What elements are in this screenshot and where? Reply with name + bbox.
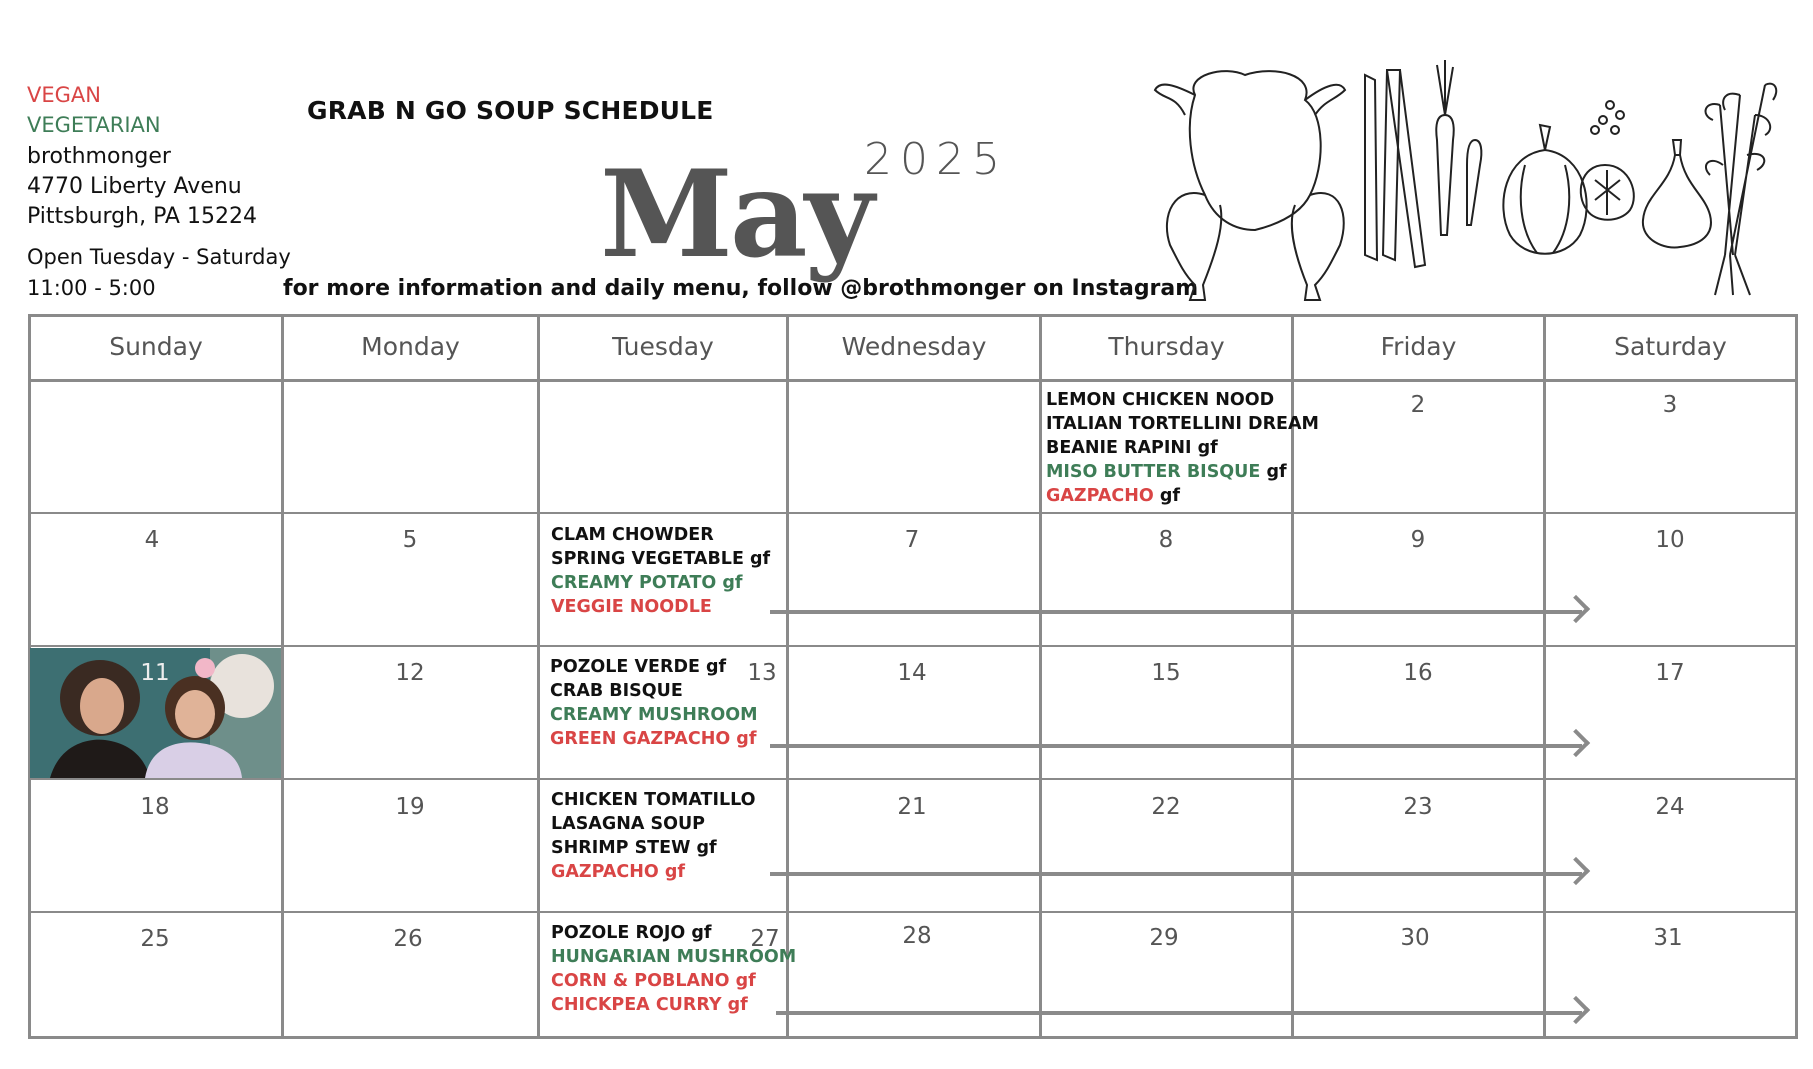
soup-item-vegetarian: CREAMY POTATO gf [551, 573, 743, 593]
soup-list-tuesday [551, 523, 770, 619]
date-number: 19 [395, 794, 425, 820]
day-header-monday: Monday [361, 332, 460, 361]
date-number: 12 [395, 660, 425, 686]
soup-item: CHICKEN TOMATILLO [551, 790, 756, 810]
date-number: 3 [1662, 392, 1678, 418]
diet-legend [27, 80, 161, 140]
soup-list-tuesday [550, 655, 758, 751]
onion-icon [1503, 125, 1586, 254]
soup-list-thursday [1046, 388, 1319, 508]
date-number: 17 [1655, 660, 1685, 686]
date-number: 8 [1158, 527, 1174, 553]
peppercorn-icon [1581, 101, 1634, 220]
date-number: 21 [897, 794, 927, 820]
shop-hours [27, 242, 291, 304]
schedule-title: GRAB N GO SOUP SCHEDULE [307, 96, 714, 125]
date-number: 23 [1403, 794, 1433, 820]
soup-item-vegetarian: MISO BUTTER BISQUE gf [1046, 462, 1287, 482]
soup-item-vegan: GAZPACHO gf [1046, 486, 1180, 506]
carrot-icon [1436, 60, 1481, 235]
day-header-wednesday: Wednesday [841, 332, 987, 361]
soup-item-vegan: CHICKPEA CURRY gf [551, 995, 748, 1015]
soup-item-vegetarian: HUNGARIAN MUSHROOM [551, 947, 797, 967]
follow-instagram-note: for more information and daily menu, follow @brothmonger on Instagram [283, 276, 1199, 301]
leek-icon [1365, 70, 1425, 267]
date-number: 10 [1655, 527, 1685, 553]
shop-address-line1: 4770 Liberty Avenu [27, 174, 242, 199]
soup-item-vegan: GREEN GAZPACHO gf [550, 729, 757, 749]
date-number: 24 [1655, 794, 1685, 820]
date-number: 31 [1653, 925, 1683, 951]
calendar-year: 2025 [864, 134, 1008, 185]
date-number: 26 [393, 926, 423, 952]
date-number: 25 [140, 926, 170, 952]
grid-column-divider [1795, 314, 1798, 1039]
repeat-arrow [770, 610, 1582, 614]
date-number: 14 [897, 660, 927, 686]
soup-item: BEANIE RAPINI gf [1046, 438, 1218, 458]
date-number: 15 [1151, 660, 1181, 686]
date-number: 22 [1151, 794, 1181, 820]
day-header-tuesday: Tuesday [612, 332, 714, 361]
legend-vegetarian: VEGETARIAN [27, 113, 161, 137]
soup-item: POZOLE VERDE gf [550, 657, 727, 677]
shop-info [27, 142, 257, 232]
grid-bottom-border [28, 1036, 1798, 1039]
calendar-month: May [600, 144, 872, 285]
soup-item: LEMON CHICKEN NOOD [1046, 390, 1275, 410]
day-header-thursday: Thursday [1108, 332, 1225, 361]
soup-item: LASAGNA SOUP [551, 814, 706, 834]
garlic-icon [1643, 140, 1711, 248]
grid-header-divider [28, 379, 1798, 382]
day-header-saturday: Saturday [1614, 332, 1727, 361]
date-number: 29 [1149, 925, 1179, 951]
date-number: 16 [1403, 660, 1433, 686]
soup-item: SPRING VEGETABLE gf [551, 549, 771, 569]
date-number: 27 [750, 926, 780, 952]
soup-item: SHRIMP STEW gf [551, 838, 717, 858]
date-number: 4 [144, 527, 160, 553]
day-header-sunday: Sunday [109, 332, 203, 361]
grid-column-divider [537, 314, 540, 1039]
date-number: 7 [904, 527, 920, 553]
soup-item: POZOLE ROJO gf [551, 923, 712, 943]
shop-name: brothmonger [27, 144, 171, 169]
grid-column-divider [1039, 314, 1042, 1039]
soup-item: CLAM CHOWDER [551, 525, 714, 545]
legend-vegan: VEGAN [27, 83, 101, 107]
hours-time: 11:00 - 5:00 [27, 276, 156, 300]
date-number: 30 [1400, 925, 1430, 951]
repeat-arrow [776, 1011, 1582, 1015]
date-number: 28 [902, 923, 932, 949]
soup-item-vegan: VEGGIE NOODLE [551, 597, 712, 617]
shop-address-line2: Pittsburgh, PA 15224 [27, 204, 257, 229]
date-number: 18 [140, 794, 170, 820]
grid-row-divider [28, 911, 1798, 913]
soup-item-vegan: CORN & POBLANO gf [551, 971, 756, 991]
date-number: 13 [747, 660, 777, 686]
soup-item: CRAB BISQUE [550, 681, 683, 701]
grid-row-divider [28, 512, 1798, 514]
chicken-icon [1155, 71, 1345, 300]
date-number: 2 [1410, 392, 1426, 418]
soup-list-tuesday [551, 921, 796, 1017]
grid-row-divider [28, 645, 1798, 647]
soup-list-tuesday [551, 788, 756, 884]
hours-days: Open Tuesday - Saturday [27, 245, 291, 269]
grid-column-divider [1543, 314, 1546, 1039]
repeat-arrow [770, 744, 1582, 748]
date-number: 5 [402, 527, 418, 553]
soup-item-vegetarian: CREAMY MUSHROOM [550, 705, 758, 725]
grid-row-divider [28, 778, 1798, 780]
day-header-friday: Friday [1380, 332, 1457, 361]
date-number: 11 [140, 660, 170, 686]
repeat-arrow [770, 872, 1582, 876]
grid-column-divider [281, 314, 284, 1039]
soup-item-vegan: GAZPACHO gf [551, 862, 685, 882]
food-illustration [1125, 55, 1795, 305]
herbs-icon [1706, 84, 1777, 295]
date-number: 9 [1410, 527, 1426, 553]
soup-item: ITALIAN TORTELLINI DREAM [1046, 414, 1319, 434]
